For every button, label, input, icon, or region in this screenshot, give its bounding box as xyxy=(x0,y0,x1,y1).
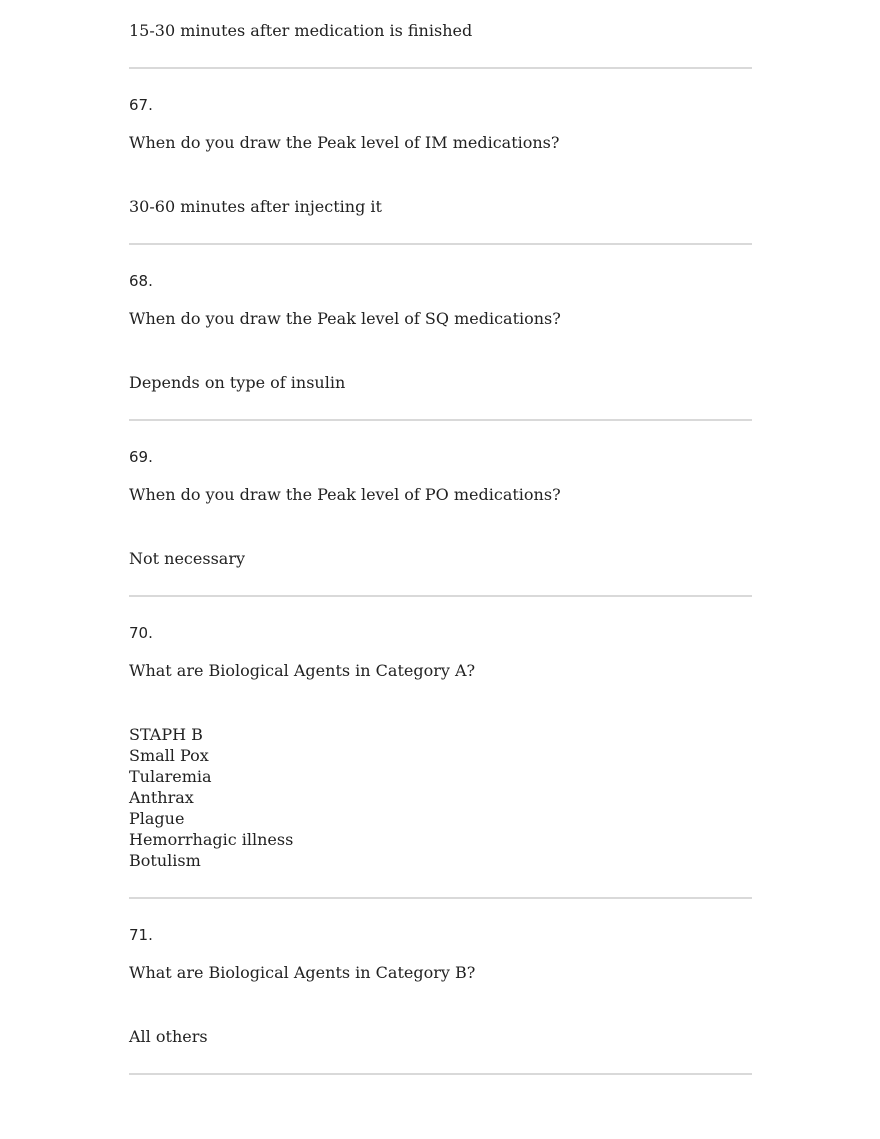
answer-text: STAPH B xyxy=(129,725,203,744)
card-number: 70. xyxy=(129,624,153,642)
flashcard xyxy=(129,421,752,597)
card-number: 71. xyxy=(129,926,153,944)
question-text: What are Biological Agents in Category B? xyxy=(129,963,476,982)
flashcard xyxy=(129,245,752,421)
question-text: When do you draw the Peak level of PO medications? xyxy=(129,485,561,504)
card-number: 69. xyxy=(129,448,153,466)
answer-text: Depends on type of insulin xyxy=(129,373,346,392)
flashcard xyxy=(129,899,752,1075)
flashcard xyxy=(129,597,752,899)
answer-text: All others xyxy=(129,1027,208,1046)
card-number: 68. xyxy=(129,272,153,290)
question-text: When do you draw the Peak level of IM medications? xyxy=(129,133,560,152)
flashcard-page xyxy=(129,0,752,1075)
question-text: When do you draw the Peak level of SQ medications? xyxy=(129,309,561,328)
question-text: What are Biological Agents in Category A? xyxy=(129,661,476,680)
card-number: 67. xyxy=(129,96,153,114)
answer xyxy=(129,548,752,569)
answer-text: Botulism xyxy=(129,851,201,870)
answer xyxy=(129,724,752,871)
answer-text: Not necessary xyxy=(129,549,245,568)
answer-text: Anthrax xyxy=(129,788,194,807)
answer-text: Plague xyxy=(129,809,185,828)
answer-text: 30-60 minutes after injecting it xyxy=(129,197,382,216)
divider xyxy=(129,1073,752,1075)
answer-text: Tularemia xyxy=(129,767,212,786)
answer-text: 15-30 minutes after medication is finished xyxy=(129,21,473,40)
flashcard xyxy=(129,69,752,245)
answer-text: Small Pox xyxy=(129,746,209,765)
answer xyxy=(129,1026,752,1047)
answer-text: Hemorrhagic illness xyxy=(129,830,294,849)
answer xyxy=(129,196,752,217)
answer xyxy=(129,372,752,393)
